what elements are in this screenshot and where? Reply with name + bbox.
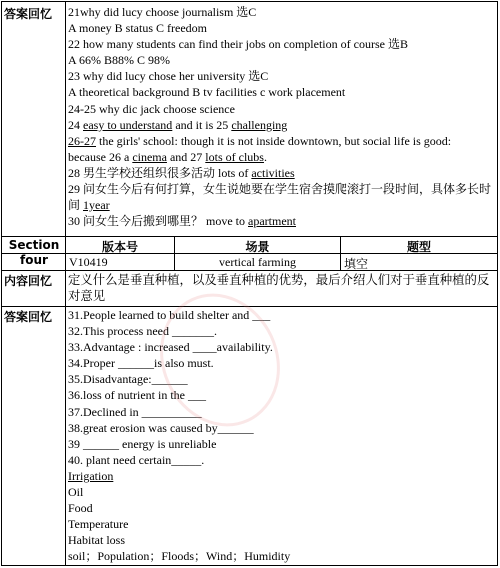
type-value: 填空 xyxy=(344,257,369,271)
section1-label: 答案回忆 xyxy=(4,7,53,21)
answer-line-30 xyxy=(68,213,496,229)
version-value: V10419 xyxy=(69,255,108,269)
answer-line-29 xyxy=(68,181,496,213)
section2-label: 内容回忆 xyxy=(4,274,53,288)
underlined-answer: 1year xyxy=(83,198,110,213)
question-line: 40. plant need certain_____. xyxy=(68,452,205,467)
answer-line: A money B status C freedom xyxy=(68,21,207,36)
line-text: 30 问女生今后搬到哪里？ move to xyxy=(68,214,248,229)
section1-answers xyxy=(68,4,496,229)
line-text: 29 问女生今后有何打算，女生说她要在学生宿舍摸爬滚打一段时间，具体多长时间 xyxy=(68,182,492,213)
column-divider xyxy=(65,2,66,565)
answer-line: A 66% B88% C 98% xyxy=(68,53,170,68)
underlined-answer: activities xyxy=(251,165,295,180)
answer-word: Habitat loss xyxy=(68,533,125,548)
content-recall-text: 定义什么是垂直种植，以及垂直种植的优势，最后介绍人们对于垂直种植的反对意见 xyxy=(68,273,490,304)
scene-header: 场景 xyxy=(245,240,270,254)
underlined-answer: apartment xyxy=(248,214,296,229)
question-line: 37.Declined in __________ xyxy=(68,404,202,419)
line-text: 24 xyxy=(68,117,83,132)
question-line: 35.Disadvantage:______ xyxy=(68,372,188,387)
underlined-answer: easy to understand xyxy=(83,117,173,132)
question-line: 33.Advantage : increased ____availability. xyxy=(68,340,273,355)
underlined-answer: challenging xyxy=(231,117,288,132)
question-line: 34.Proper ______is also must. xyxy=(68,356,214,371)
line-text: and 27 xyxy=(166,149,206,164)
question-line: 39 ______ energy is unreliable xyxy=(68,436,217,451)
irrigation-heading: Irrigation xyxy=(68,468,114,483)
underlined-answer: cinema xyxy=(132,149,167,164)
answer-line-26b xyxy=(68,149,496,165)
answer-line-28 xyxy=(68,165,496,181)
question-line: 32.This process need _______. xyxy=(68,324,217,339)
type-header: 题型 xyxy=(406,240,431,254)
answer-line-24 xyxy=(68,117,496,133)
line-text: 28 男生学校还组织很多活动 lots of xyxy=(68,165,252,180)
answer-word: Food xyxy=(68,501,93,516)
underlined-answer: lots of clubs xyxy=(205,149,264,164)
answer-line: 21why did lucy choose journalism 选C xyxy=(68,5,257,19)
question-line: 36.loss of nutrient in the ___ xyxy=(68,388,206,403)
line-text: because 26 a xyxy=(68,149,133,164)
answer-line-26 xyxy=(68,133,496,149)
answer-word: Oil xyxy=(68,485,84,500)
line-text: and it is 25 xyxy=(172,117,232,132)
answer-sheet-table xyxy=(1,1,498,566)
line-text: the girls' school: though it is not inside downtown, but social life is good: xyxy=(96,133,452,148)
question-line: 31.People learned to build shelter and ___ xyxy=(68,308,271,322)
answer-word: Temperature xyxy=(68,517,129,532)
question-line: 38.great erosion was caused by______ xyxy=(68,420,254,435)
underlined-answer: 26-27 xyxy=(68,133,96,148)
answer-word: soil；Population；Floods；Wind；Humidity xyxy=(68,549,291,564)
answer-line: 24-25 why dic jack choose science xyxy=(68,101,235,116)
line-text: . xyxy=(263,149,267,164)
answer-line: 23 why did lucy chose her university 选C xyxy=(68,69,269,84)
row-divider xyxy=(2,270,497,271)
answer-line: A theoretical background B tv facilities c work placement xyxy=(68,85,346,100)
section3-label: 答案回忆 xyxy=(4,310,53,324)
scene-value: vertical farming xyxy=(219,255,296,269)
row-divider xyxy=(2,236,497,237)
version-header: 版本号 xyxy=(101,240,138,254)
answer-line: 22 how many students can find their jobs on completion of course 选B xyxy=(68,37,408,52)
section3-answers xyxy=(68,307,496,565)
section-four-label: Section four xyxy=(8,238,60,267)
